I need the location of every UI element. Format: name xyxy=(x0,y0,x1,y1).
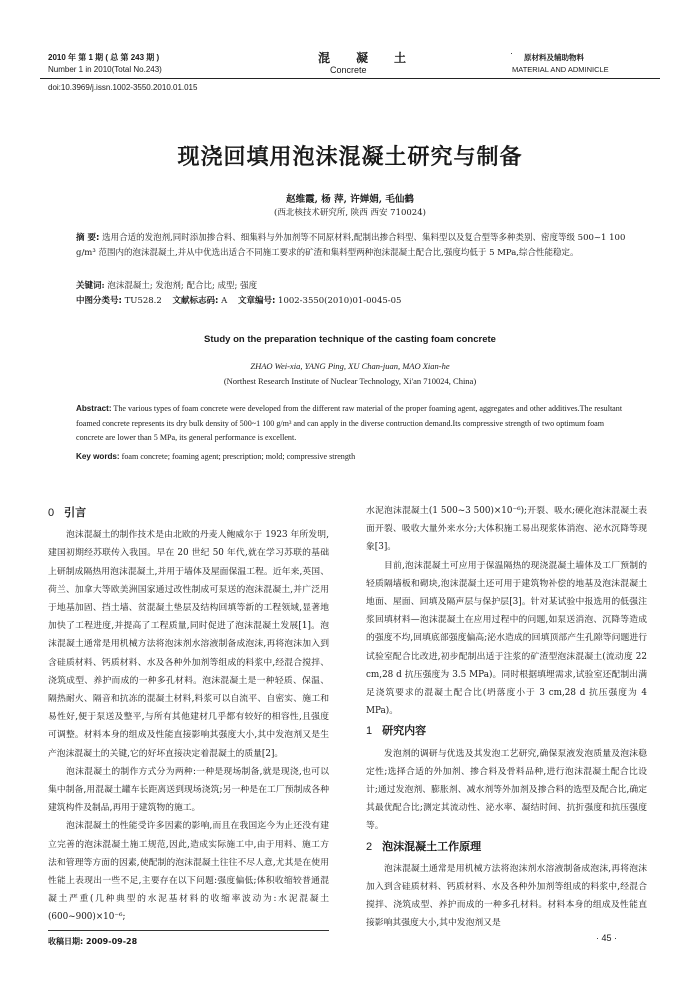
keywords-en-text: foam concrete; foaming agent; prescription; mold; compressive strength xyxy=(121,452,356,461)
affiliation-cn: (西北核技术研究所, 陕西 西安 710024) xyxy=(274,208,426,218)
article-label: 文章编号: xyxy=(237,296,276,306)
header-section-en: MATERIAL AND ADMINICLE xyxy=(512,65,609,74)
received-date: 收稿日期: 2009-09-28 xyxy=(48,936,138,946)
section-heading-2 xyxy=(366,838,647,856)
page-number: · 45 · xyxy=(596,933,618,943)
section-number: 1 xyxy=(366,725,373,738)
paragraph: 泡沫混凝土通常是用机械方法将泡沫剂水溶液制备成泡沫,再将泡沫加入到含硅质材料、钙质材料、水及各种外加剂等组成的料浆中,经混合搅拌、浇筑成型、养护而成的一种多孔材料。材料本身的组成及性能直接影响其强度大小,其中发泡剂又是 xyxy=(366,863,647,929)
affiliation-en: (Northest Research Institute of Nuclear Technology, Xi'an 710024, China) xyxy=(223,376,477,386)
header-rule xyxy=(40,78,660,79)
section-title: 研究内容 xyxy=(382,724,427,738)
section-heading-0 xyxy=(48,504,329,522)
article-value: 1002-3550(2010)01-0045-05 xyxy=(278,296,402,306)
header-dot: · xyxy=(510,48,513,58)
abstract-cn xyxy=(76,231,626,261)
classification-line xyxy=(76,294,409,306)
section-heading-1 xyxy=(366,722,647,740)
abstract-en-label: Abstract: xyxy=(76,404,112,413)
abstract-en xyxy=(76,402,628,446)
section-title: 引言 xyxy=(64,506,87,519)
header-issue-cn: 2010 年 第 1 期 ( 总 第 243 期 ) xyxy=(48,53,160,62)
footnote-rule xyxy=(48,930,329,931)
paragraph: 泡沫混凝土的性能受许多因素的影响,而且在我国迄今为止还没有建立完善的泡沫混凝土施工规范,因此,造成实际施工中,由于用料、施工方法和管理等方面的因素,使配制的泡沫混凝土往往不尽人意,尤其是在使用性能上表现出一些不足,主要存在以下问题:强度偏低;体积收缩较普通混凝土严重(几种典型的水泥基材料的收缩率波动为:水泥混凝土(600~900)×10⁻⁶; xyxy=(48,821,329,923)
authors-cn: 赵维霞, 杨 萍, 许婵娟, 毛仙鹤 xyxy=(286,194,414,205)
keywords-cn-label: 关键词: xyxy=(76,281,105,291)
paper-title-en: Study on the preparation technique of the casting foam concrete xyxy=(204,334,496,345)
header-section-cn: 原材料及辅助物料 xyxy=(524,53,584,62)
header-journal-en: Concrete xyxy=(330,65,367,75)
section-title: 泡沫混凝土工作原理 xyxy=(382,839,482,853)
abstract-en-text: The various types of foam concrete were developed from the different raw material of the proper foaming agent, aggregates and other additives.The resultant foamed concrete represents its dry bulk density of 500~1 100 g/m³ and can apply in the diverse contruction demand.Its compressive strength of two optimum foam concrete are lower than 5 MPa, its general performance is excellent. xyxy=(76,404,623,442)
body-column-right xyxy=(366,502,647,933)
keywords-en xyxy=(76,452,628,461)
body-column-left xyxy=(48,502,329,951)
keywords-cn xyxy=(76,279,626,291)
authors-en: ZHAO Wei-xia, YANG Ping, XU Chan-juan, MAO Xian-he xyxy=(250,361,450,371)
clc-label: 中图分类号: xyxy=(76,296,122,306)
keywords-cn-text: 泡沫混凝土; 发泡剂; 配合比; 成型; 强度 xyxy=(107,281,258,291)
doccode-value: A xyxy=(221,296,228,306)
paragraph: 发泡剂的调研与优选及其发泡工艺研究,确保泵液发泡质量及泡沫稳定性;选择合适的外加剂、掺合料及骨料品种,进行泡沫混凝土配合比设计;通过发泡剂、膨胀剂、减水剂等外加剂及掺合料的选型及配合比,确定其最优配合比;测定其流动性、泌水率、凝结时间、抗折强度和抗压强度等。 xyxy=(366,748,647,832)
header-issue-en: Number 1 in 2010(Total No.243) xyxy=(48,65,162,74)
doccode-label: 文献标志码: xyxy=(172,296,219,306)
paragraph: 泡沫混凝土的制作技术是由北欧的丹麦人鲍威尔于 1923 年所发明,建国初期经苏联传入我国。早在 20 世纪 50 年代,就在学习苏联的基础上研制成隔热用泡沫混凝土,并用于墙体及屋面保温工程。近年来,英国、荷兰、加拿大等欧美洲国家通过改性制成可泵送的泡沫混凝土,并广泛用于地基加固、挡土墙、贫混凝土垫层及结构回填等新的工程领域,显著地加快了工程进度,并提高了工程质量,同时促进了泡沫混凝土发展[1]。泡沫混凝土通常是用机械方法将泡沫剂水溶液制备成泡沫,再将泡沫加入到含硅质材料、钙质材料、水及各种外加剂等组成的料浆中,经混合搅拌、浇筑成型、养护而成的一种多孔材料。泡沫混凝土是一种轻质、保温、隔热耐火、隔音和抗冻的混凝土材料,料浆可以自流平、自密实、施工和易性好,便于泵送及整平,与所有其他建材几乎都有较好的相容性,且强度可调整。材料本身的组成及性能直接影响其强度大小,其中发泡剂又是生产泡沫混凝土的关键,它的好坏直接决定着混凝土的质量[2]。 xyxy=(48,530,329,759)
abstract-cn-text: 选用合适的发泡剂,同时添加掺合料、细集料与外加剂等不同原材料,配制出掺合料型、集料型以及复合型等多种类别、密度等级 500~1 100 g/m³ 范围内的泡沫混凝土,并从中优选出适合不同施工要求的矿渣和集料型两种泡沫混凝土配合比,强度均低于 5 MPa,综合性能稳定。 xyxy=(76,233,626,258)
paragraph: 泡沫混凝土的制作方式分为两种:一种是现场制备,就是现浇,也可以集中制备,用混凝土罐车长距离送到现场浇筑;另一种是在工厂预制成各种建筑构件及制品,再用于建筑物的施工。 xyxy=(48,766,329,814)
section-number: 2 xyxy=(366,840,373,853)
paragraph: 目前,泡沫混凝土可应用于保温隔热的现浇混凝土墙体及工厂预制的轻质隔墙板和砌块,泡沫混凝土还可用于建筑物补偿的地基及泡沫混凝土地面、屋面、回填及隔声层与保护层[3]。针对某试验中报选用的低强注浆回填材料—泡沫混凝土在应用过程中的问题,如泵送消泡、沉降等造成的强度不均,回填底部强度偏高;泌水造成的回填顶部产生孔隙等问题进行试验室配合比改进,初步配制出适于注浆的矿渣型泡沫混凝土(流动度 22 cm,28 d 抗压强度为 3.5 MPa)。同时根据填埋需求,试验室还配制出满足浇筑要求的混凝土配合比(坍落度小于 3 cm,28 d 抗压强度为 4 MPa)。 xyxy=(366,560,647,717)
clc-value: TU528.2 xyxy=(124,296,162,306)
paragraph: 水泥泡沫混凝土(1 500~3 500)×10⁻⁶);开裂、吸水;硬化泡沫混凝土表面开裂、吸收大量外来水分;大体积施工易出现浆体消泡、泌水沉降等现象[3]。 xyxy=(366,506,647,553)
keywords-en-label: Key words: xyxy=(76,452,120,461)
paper-title-cn: 现浇回填用泡沫混凝土研究与制备 xyxy=(177,145,523,170)
header-journal-cn: 混凝土 xyxy=(318,51,433,65)
abstract-cn-label: 摘 要: xyxy=(76,233,100,243)
doi: doi:10.3969/j.issn.1002-3550.2010.01.015 xyxy=(48,83,198,92)
section-number: 0 xyxy=(48,507,55,519)
